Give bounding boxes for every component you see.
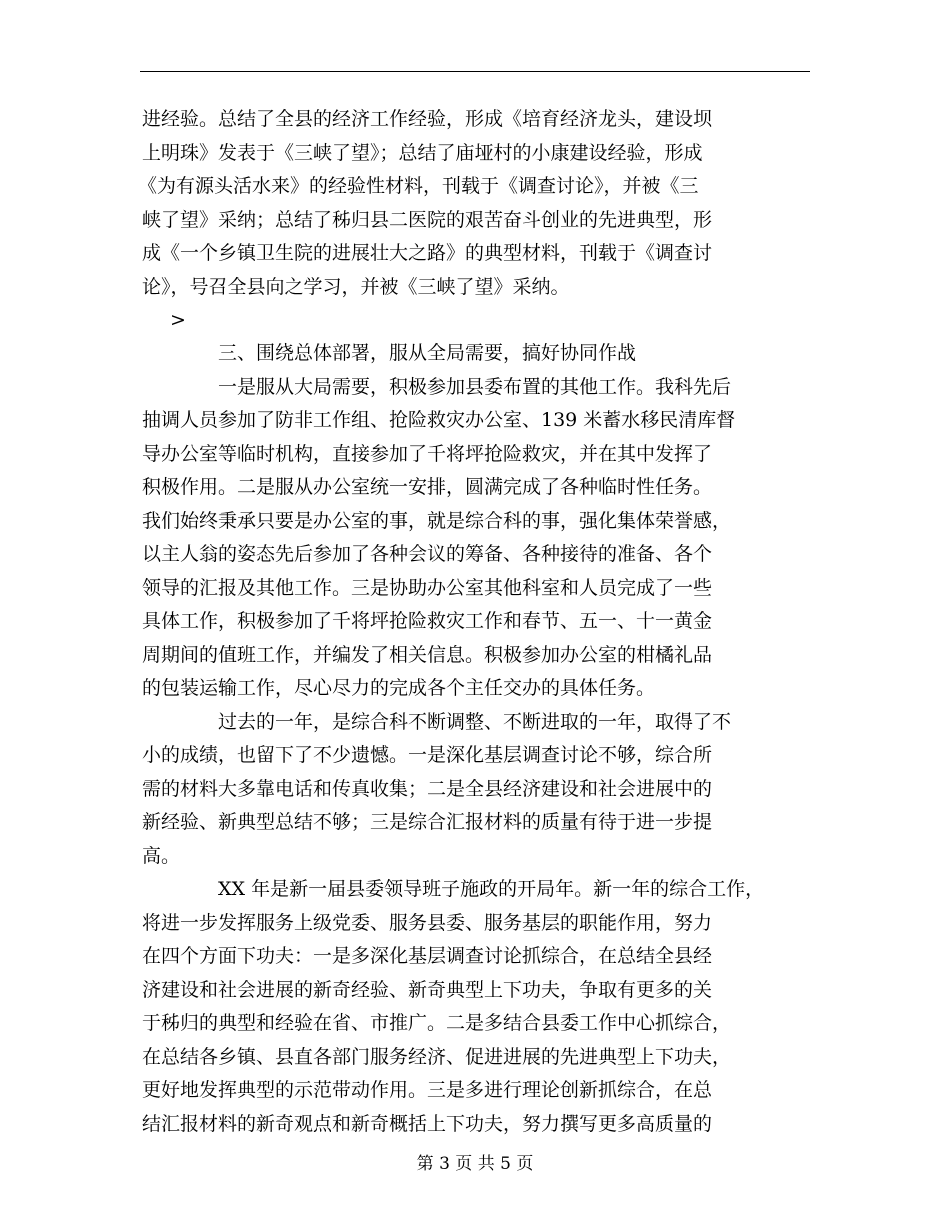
text-line: 在总结各乡镇、县直各部门服务经济、促进进展的先进典型上下功夫， <box>142 1046 732 1068</box>
text-line: 结汇报材料的新奇观点和新奇概括上下功夫，努力撰写更多高质量的 <box>142 1113 713 1135</box>
text-line: 领导的汇报及其他工作。三是协助办公室其他科室和人员完成了一些 <box>142 577 713 599</box>
text-line: 小的成绩，也留下了不少遗憾。一是深化基层调查讨论不够，综合所 <box>142 744 713 766</box>
text-line: 周期间的值班工作，并编发了相关信息。积极参加办公室的柑橘礼品 <box>142 644 713 666</box>
page-footer: 第 3 页 共 5 页 <box>416 1154 534 1174</box>
text-line: 新经验、新典型总结不够；三是综合汇报材料的质量有待于进一步提 <box>142 811 713 833</box>
text-line: 以主人翁的姿态先后参加了各种会议的筹备、各种接待的准备、各个 <box>142 543 713 565</box>
text-line: 将进一步发挥服务上级党委、服务县委、服务基层的职能作用，努力 <box>142 912 713 934</box>
text-line: 抽调人员参加了防非工作组、抢险救灾办公室、139 米蓄水移民清库督 <box>142 409 736 431</box>
text-line: 过去的一年，是综合科不断调整、不断进取的一年，取得了不 <box>218 711 732 733</box>
text-line: 高。 <box>142 845 181 867</box>
text-line: 济建设和社会进展的新奇经验、新奇典型上下功夫，争取有更多的关 <box>142 979 713 1001</box>
text-line: XX 年是新一届县委领导班子施政的开局年。新一年的综合工作， <box>218 878 765 900</box>
text-line: 具体工作，积极参加了千将坪抢险救灾工作和春节、五一、十一黄金 <box>142 610 713 632</box>
text-line: 上明珠》发表于《三峡了望》；总结了庙垭村的小康建设经验，形成 <box>142 142 703 164</box>
text-line: 积极作用。二是服从办公室统一安排，圆满完成了各种临时性任务。 <box>142 476 713 498</box>
text-line: 成《一个乡镇卫生院的进展壮大之路》的典型材料，刊载于《调查讨 <box>142 242 713 264</box>
text-line: 一是服从大局需要，积极参加县委布置的其他工作。我科先后 <box>218 376 732 398</box>
text-line: > <box>170 309 186 331</box>
text-line: 在四个方面下功夫：一是多深化基层调查讨论抓综合，在总结全县经 <box>142 945 713 967</box>
section-heading: 三、围绕总体部署，服从全局需要，搞好协同作战 <box>218 342 637 364</box>
text-line: 我们始终秉承只要是办公室的事，就是综合科的事，强化集体荣誉感， <box>142 510 732 532</box>
header-rule <box>140 71 810 72</box>
text-line: 论》，号召全县向之学习，并被《三峡了望》采纳。 <box>142 276 570 298</box>
text-line: 于秭归的典型和经验在省、市推广。二是多结合县委工作中心抓综合， <box>142 1012 732 1034</box>
text-line: 进经验。总结了全县的经济工作经验，形成《培育经济龙头，建设坝 <box>142 108 713 130</box>
text-line: 需的材料大多靠电话和传真收集；二是全县经济建设和社会进展中的 <box>142 778 713 800</box>
text-line: 《为有源头活水来》的经验性材料，刊载于《调查讨论》，并被《三 <box>138 175 699 197</box>
text-line: 导办公室等临时机构，直接参加了千将坪抢险救灾，并在其中发挥了 <box>142 443 713 465</box>
text-line: 峡了望》采纳；总结了秭归县二医院的艰苦奋斗创业的先进典型，形 <box>142 209 713 231</box>
text-line: 更好地发挥典型的示范带动作用。三是多进行理论创新抓综合，在总 <box>142 1079 713 1101</box>
text-line: 的包装运输工作，尽心尽力的完成各个主任交办的具体任务。 <box>142 677 656 699</box>
